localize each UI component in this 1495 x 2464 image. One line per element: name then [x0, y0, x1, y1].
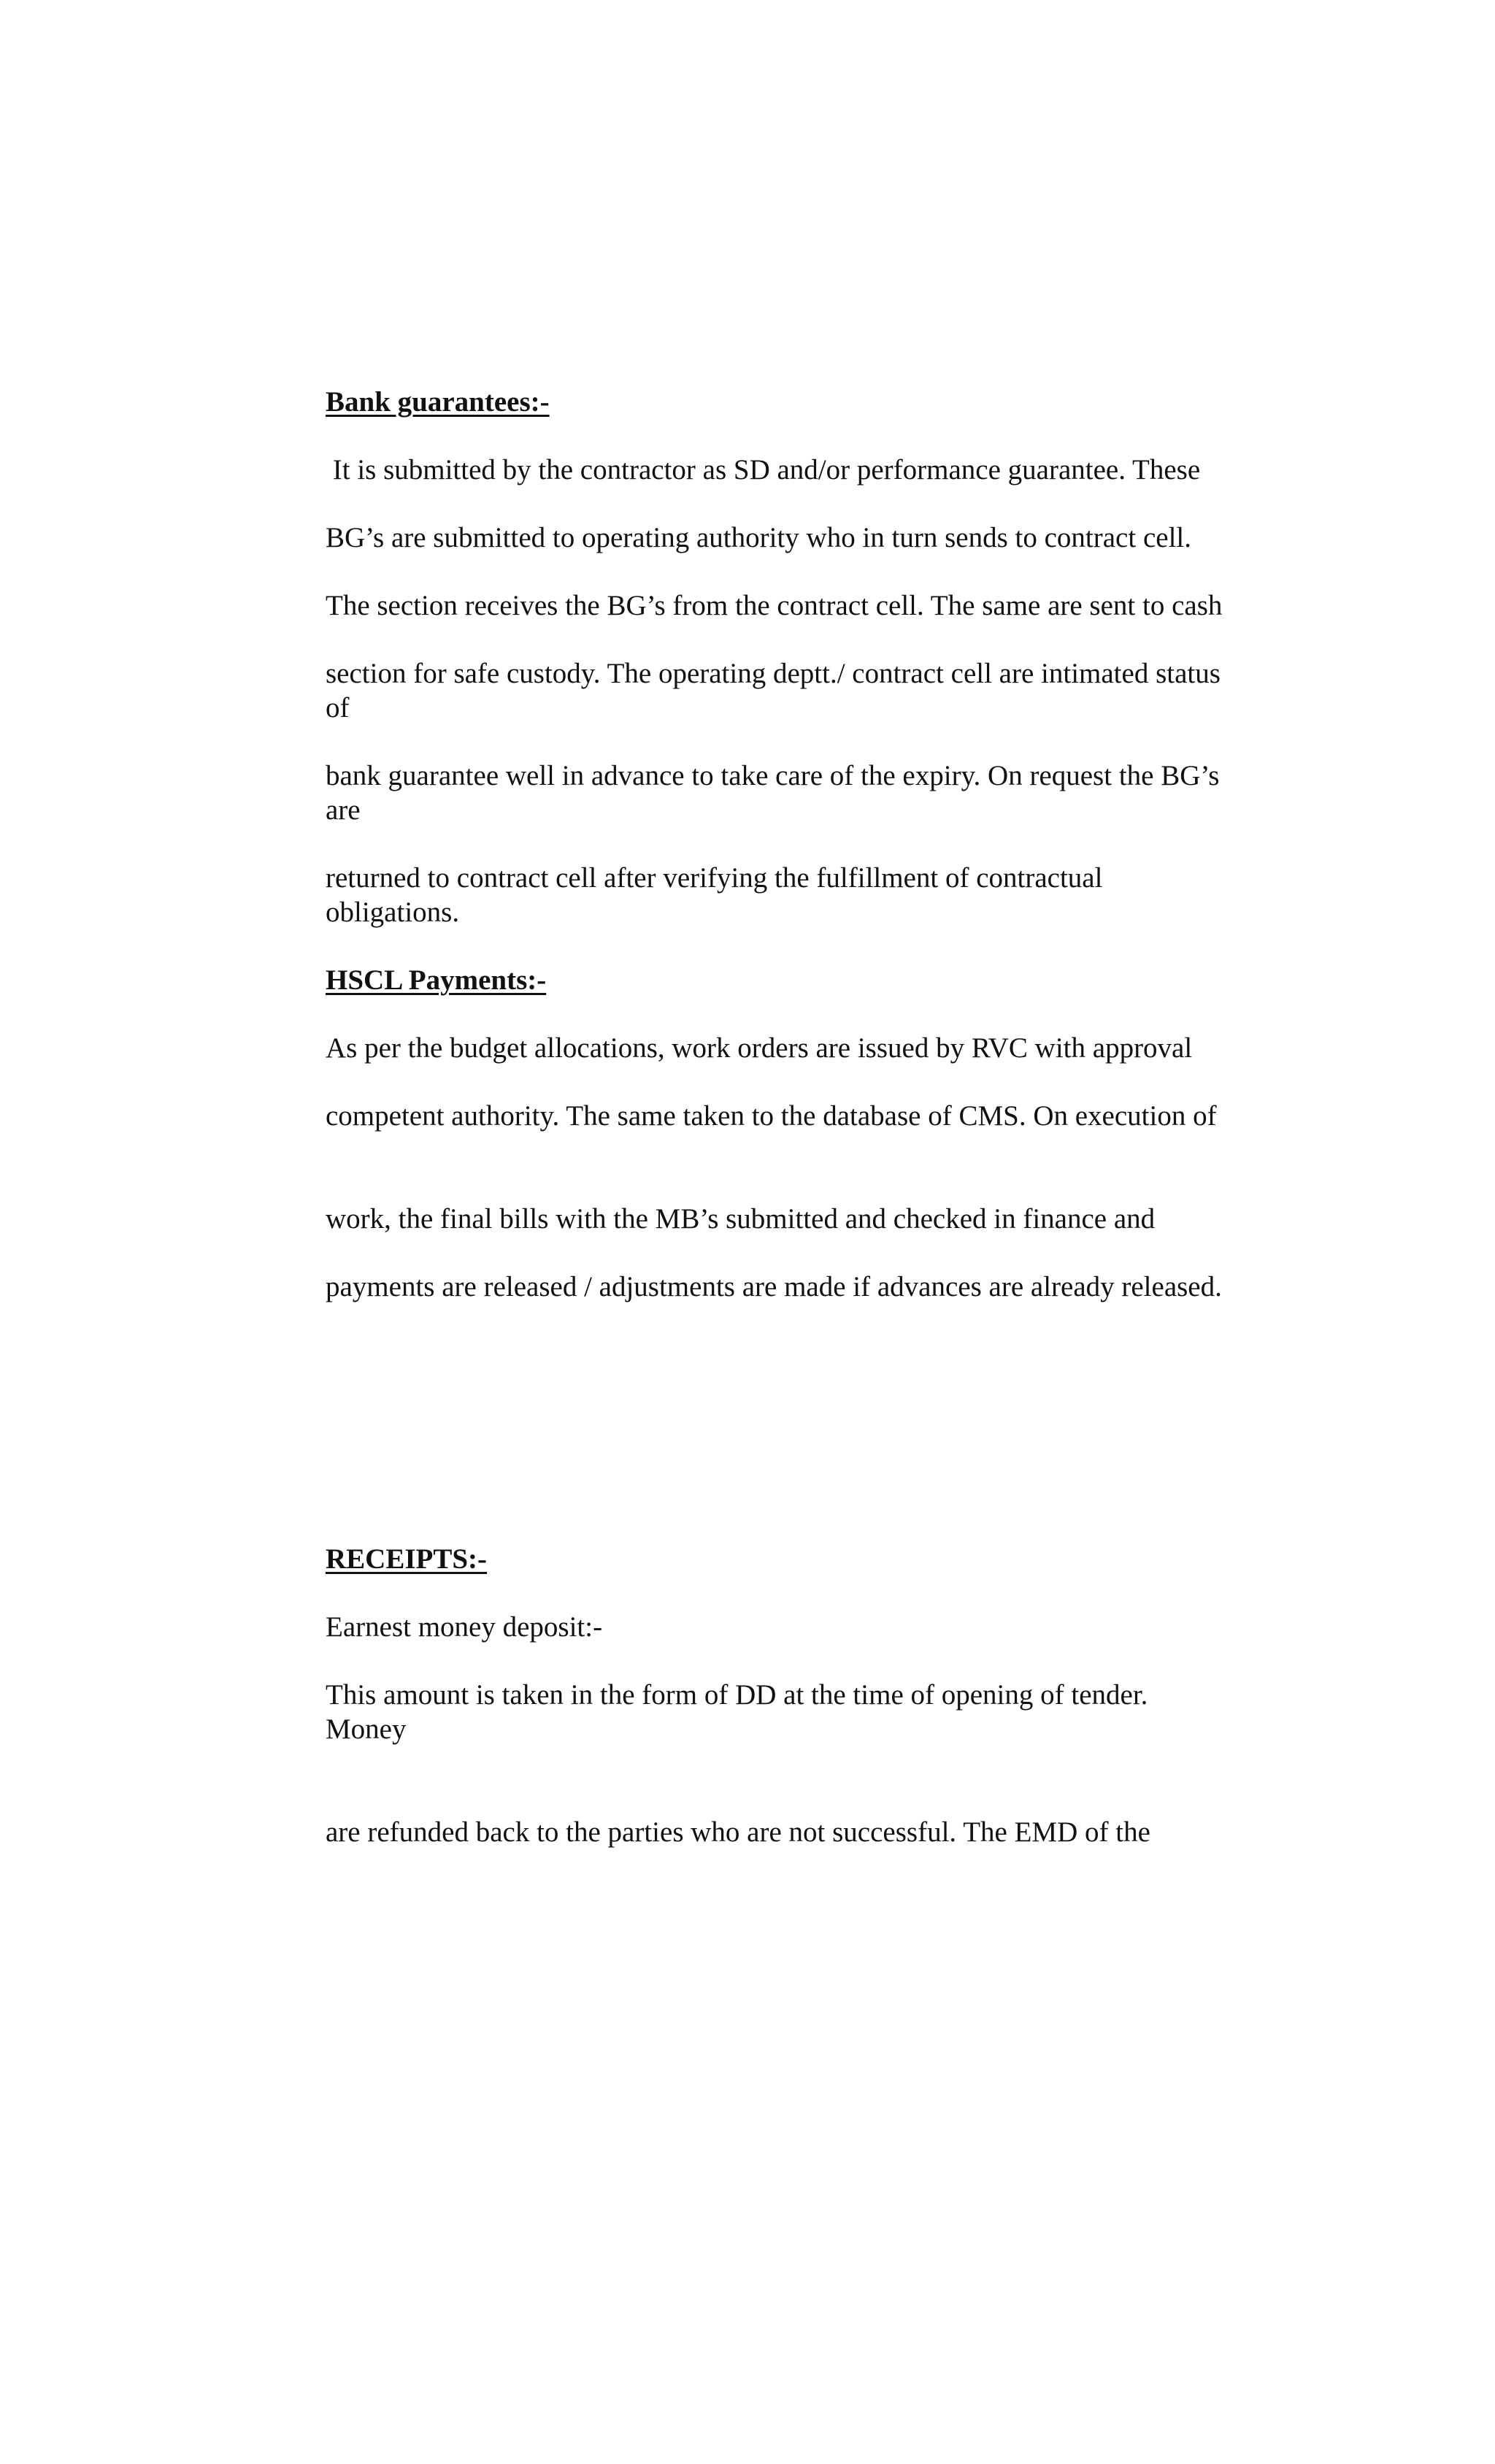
receipts-line-1: This amount is taken in the form of DD at the time of opening of tender. — [326, 1679, 1148, 1711]
hscl-payments-line-3: work, the final bills with the MB’s submitted and checked in finance and — [326, 1203, 1156, 1235]
bank-guarantees-line-7: are — [326, 794, 361, 826]
bank-guarantees-line-2: BG’s are submitted to operating authority who in turn sends to contract cell. — [326, 522, 1191, 553]
earnest-money-subheading: Earnest money deposit:- — [326, 1611, 603, 1643]
hscl-payments-line-4: payments are released / adjustments are made if advances are already released. — [326, 1271, 1222, 1302]
hscl-payments-line-1: As per the budget allocations, work orders are issued by RVC with approval — [326, 1032, 1193, 1064]
hscl-payments-line-2: competent authority. The same taken to the database of CMS. On execution of — [326, 1100, 1217, 1132]
bank-guarantees-line-5: of — [326, 692, 350, 724]
hscl-payments-heading: HSCL Payments:- — [326, 964, 547, 996]
bank-guarantees-line-1: It is submitted by the contractor as SD and/or performance guarantee. These — [326, 454, 1201, 485]
bank-guarantees-heading: Bank guarantees:- — [326, 386, 550, 418]
receipts-line-2: Money — [326, 1713, 407, 1745]
bank-guarantees-line-6: bank guarantee well in advance to take care of the expiry. On request the BG’s — [326, 760, 1220, 791]
receipts-line-3: are refunded back to the parties who are not successful. The EMD of the — [326, 1816, 1150, 1848]
bank-guarantees-line-8: returned to contract cell after verifying the fulfillment of contractual — [326, 862, 1103, 894]
bank-guarantees-line-9: obligations. — [326, 897, 460, 928]
bank-guarantees-line-3: The section receives the BG’s from the contract cell. The same are sent to cash — [326, 590, 1223, 621]
bank-guarantees-line-4: section for safe custody. The operating deptt./ contract cell are intimated status — [326, 658, 1221, 689]
receipts-heading: RECEIPTS:- — [326, 1543, 488, 1575]
